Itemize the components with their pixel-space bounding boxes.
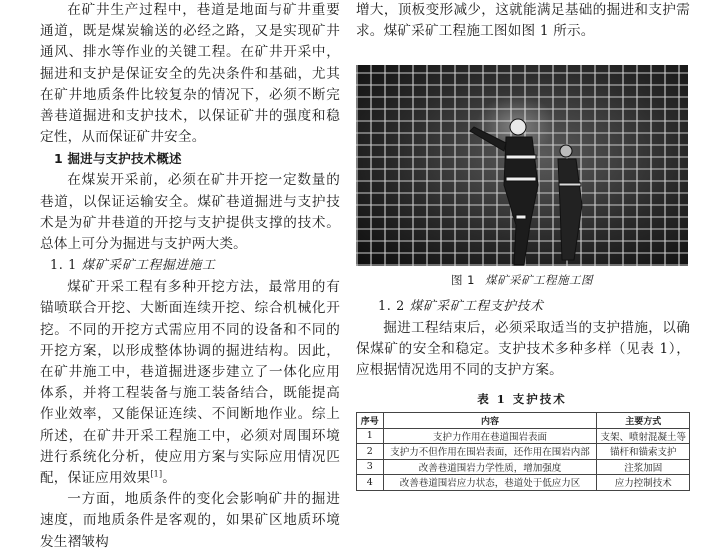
section-1-1-number: 1. 1 xyxy=(50,258,77,274)
table-row xyxy=(357,444,690,460)
intro-paragraph: 在矿井生产过程中，巷道是地面与矿井重要通道，既是煤炭输送的必经之路，又是实现矿井通风、排水等作业的关键工程。在矿井开采中，掘进和支护是保证安全的先决条件和基础，尤其在矿井地质条件比较复杂的情况下，必须不断完善巷道掘进和支护技术，以保证矿井的强度和稳定性，从而保证矿井安全。 xyxy=(40,2,340,146)
cell-method: 支架、喷射混凝土等 xyxy=(597,428,690,444)
photo-illustration xyxy=(356,65,688,266)
cell-content: 改善巷道围岩力学性质，增加强度 xyxy=(383,459,597,475)
section-1-2-title: 煤矿采矿工程支护技术 xyxy=(409,299,544,314)
section-1-paragraph: 在煤炭开采前，必须在矿井开挖一定数量的巷道，以保证运输安全。煤矿巷道掘进与支护技术是为矿井巷道的开挖与支护提供支撑的技术。总体上可分为掘进与支护两大类。 xyxy=(40,172,340,253)
section-1-2 xyxy=(356,296,690,382)
figure-title: 煤矿采矿工程施工图 xyxy=(484,273,593,287)
continued-paragraph: 增大，顶板变形减少，这就能满足基础的掘进和支护需求。煤矿采矿工程施工图如图 1 所示。 xyxy=(356,2,690,40)
cell-method: 应力控制技术 xyxy=(597,475,690,491)
section-1-1-text-end: 。 xyxy=(162,470,177,487)
table-row xyxy=(357,475,690,491)
section-1-heading: 1 掘进与支护技术概述 xyxy=(54,151,182,167)
table-row xyxy=(357,459,690,475)
section-1-2-heading xyxy=(378,296,690,318)
figure-caption xyxy=(356,272,688,288)
mining-construction-photo xyxy=(356,65,688,266)
cell-content: 支护力作用在巷道围岩表面 xyxy=(383,428,597,444)
figure-label: 图 1 xyxy=(451,273,475,287)
table-row xyxy=(357,428,690,444)
cell-index: 1 xyxy=(357,428,384,444)
section-1-1-title: 煤矿采矿工程掘进施工 xyxy=(81,258,216,274)
header-index: 序号 xyxy=(357,413,384,429)
right-column xyxy=(356,0,690,42)
section-1-1-text: 煤矿开采工程有多种开挖方法，最常用的有锚喷联合开挖、大断面连续开挖、综合机械化开挖。不同的开挖方式需应用不同的设备和不同的开挖方案，以形成整体协调的掘进结构。因此，在矿井施工中，巷道掘进逐步建立了一体化应用体系，并将工程装备与施工装备结合，既能提高作业效率，又能保证连续、不间断地作业。综上所述，在矿井开采工程施工中，必须对周围环境进行系统化分析，使应用方案与实际应用情况匹配，保证应用效果 xyxy=(40,279,340,487)
left-column xyxy=(40,0,340,553)
citation-ref[interactable]: [1] xyxy=(150,469,163,479)
cell-method: 注浆加固 xyxy=(597,459,690,475)
cell-method: 锚杆和锚索支护 xyxy=(597,444,690,460)
section-1-2-paragraph: 掘进工程结束后，必须采取适当的支护措施，以确保煤矿的安全和稳定。支护技术多种多样（见表 1），应根据情况选用不同的支护方案。 xyxy=(356,320,690,379)
table-caption: 表 1 支护技术 xyxy=(477,392,567,406)
geology-paragraph: 一方面，地质条件的变化会影响矿井的掘进速度，而地质条件是客观的，如果矿区地质环境发生褶皱构 xyxy=(40,491,340,550)
header-content: 内容 xyxy=(383,413,597,429)
cell-content: 支护力不但作用在围岩表面，还作用在围岩内部 xyxy=(383,444,597,460)
cell-content: 改善巷道围岩应力状态，巷道处于低应力区 xyxy=(383,475,597,491)
cell-index: 4 xyxy=(357,475,384,491)
cell-index: 3 xyxy=(357,459,384,475)
section-1-2-number: 1. 2 xyxy=(378,299,405,314)
miner-figure-2 xyxy=(558,145,582,260)
support-technology-table xyxy=(356,412,690,491)
header-method: 主要方式 xyxy=(597,413,690,429)
table-header-row xyxy=(357,413,690,429)
cell-index: 2 xyxy=(357,444,384,460)
section-1-1-heading xyxy=(50,255,340,277)
section-1-1-paragraph xyxy=(40,277,340,489)
